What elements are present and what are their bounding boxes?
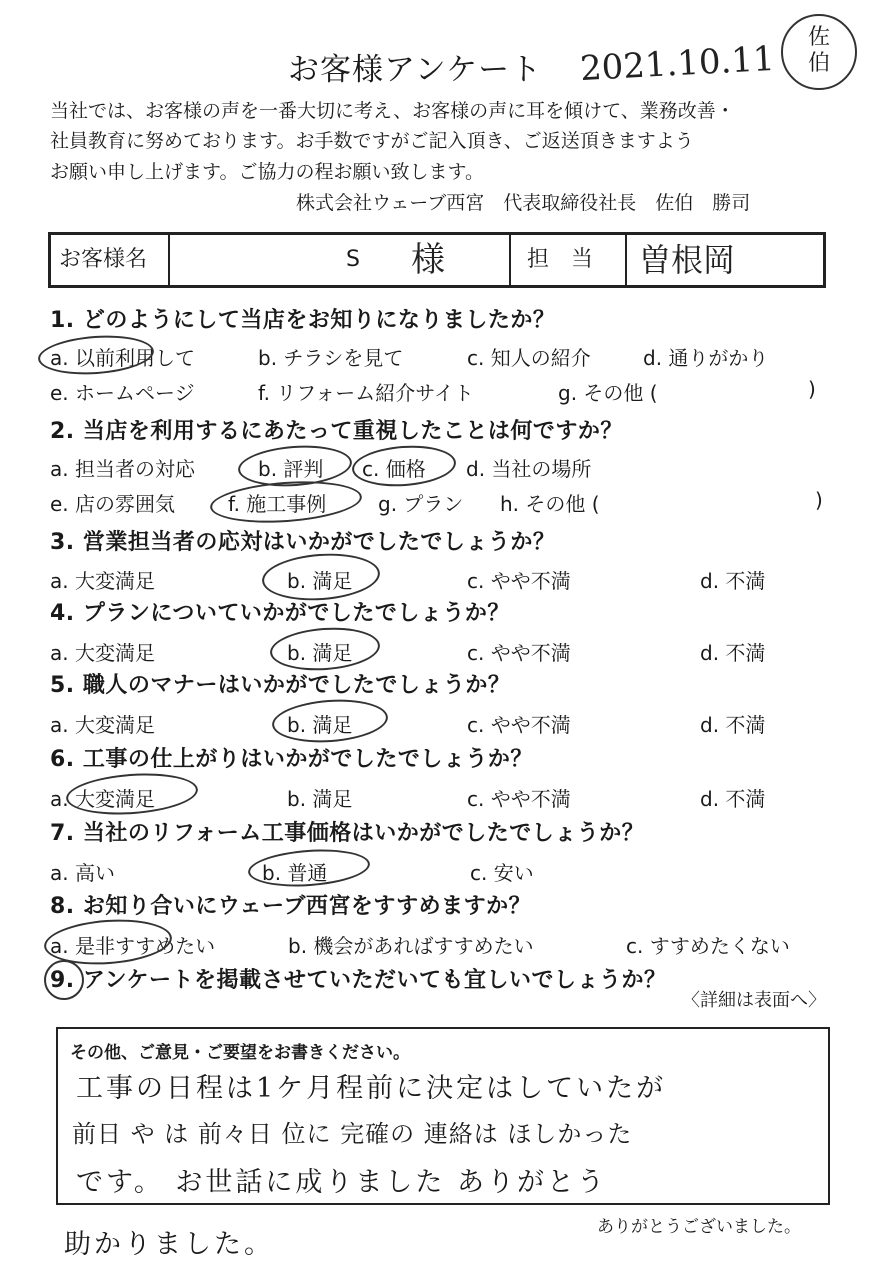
handwritten-date: 2021.10.11	[579, 38, 776, 90]
selection-circle	[37, 332, 155, 378]
question-8: 8. お知り合いにウェーブ西宮をすすめますか？	[50, 894, 532, 919]
option-close: )	[815, 488, 823, 512]
option-close: )	[808, 377, 816, 401]
selection-circle	[269, 624, 382, 674]
comment-label: その他、ご意見・ご要望をお書きください。	[70, 1043, 410, 1063]
stamp-seal	[781, 14, 857, 90]
question-3: 3. 営業担当者の応対はいかがでしたでしょうか？	[50, 530, 556, 555]
option: c. やや不満	[467, 641, 571, 665]
selection-circle	[209, 477, 363, 528]
option: b. 評判	[258, 457, 324, 481]
option: c. すすめたくない	[626, 934, 790, 958]
stamp-char-2: 伯	[807, 51, 830, 76]
selection-circle	[271, 696, 390, 746]
option: d. 不満	[700, 787, 766, 811]
question-5: 5. 職人のマナーはいかがでしたでしょうか？	[50, 673, 511, 698]
selection-circle	[65, 769, 199, 818]
option: c. 知人の紹介	[467, 346, 591, 370]
intro-line-1: 当社では、お客様の声を一番大切に考え、お客様の声に耳を傾けて、業務改善・	[50, 100, 735, 122]
option: b. 機会があればすすめたい	[288, 934, 534, 958]
divider	[509, 235, 511, 285]
option: c. 安い	[470, 861, 534, 885]
option: d. 不満	[700, 713, 766, 737]
option: b. 満足	[287, 713, 353, 737]
option: a. 大変満足	[50, 569, 155, 593]
stamp-char-1: 佐	[807, 25, 830, 50]
detail-note: 〈詳細は表面へ〉	[682, 990, 826, 1011]
thanks-text: ありがとうございました。	[597, 1217, 801, 1237]
comment-line-1: 工事の日程は1ケ月程前に決定はしていたが	[76, 1073, 667, 1104]
option: c. やや不満	[467, 787, 571, 811]
option: e. 店の雰囲気	[50, 492, 176, 516]
option: b. 満足	[287, 787, 353, 811]
option: b. 満足	[287, 641, 353, 665]
question-9: 9. アンケートを掲載させていただいても宜しいでしょうか？	[50, 968, 667, 993]
question-6: 6. 工事の仕上がりはいかがでしたでしょうか？	[50, 747, 533, 772]
option: c. やや不満	[467, 569, 571, 593]
staff-label: 担 当	[527, 247, 594, 272]
option: c. やや不満	[467, 713, 571, 737]
intro-line-2: 社員教育に努めております。お手数ですがご記入頂き、ご返送頂きますよう	[50, 130, 694, 152]
option: a. 大変満足	[50, 713, 155, 737]
intro-line-3: お願い申し上げます。ご協力の程お願い致します。	[50, 161, 484, 183]
staff-name: 曽根岡	[639, 241, 736, 279]
question-7: 7. 当社のリフォーム工事価格はいかがでしたでしょうか？	[50, 821, 645, 846]
option: a. 大変満足	[50, 787, 155, 811]
option: h. その他 (	[500, 492, 600, 516]
customer-name: S	[346, 247, 360, 272]
comment-line-2: 前日 や は 前々日 位に 完確の 連絡は ほしかった	[72, 1120, 633, 1148]
option: b. 普通	[262, 861, 328, 885]
option: f. リフォーム紹介サイト	[258, 381, 474, 405]
option: b. 満足	[287, 569, 353, 593]
customer-label: お客様名	[59, 247, 148, 272]
selection-circle	[351, 442, 458, 489]
selection-circle	[247, 846, 371, 890]
option: d. 不満	[700, 569, 766, 593]
comment-line-4: 助かりました。	[64, 1229, 274, 1260]
option: d. 不満	[700, 641, 766, 665]
option: a. 高い	[50, 861, 115, 885]
page-title: お客様アンケート	[288, 52, 543, 88]
question-4: 4. プランについていかがでしたでしょうか？	[50, 601, 510, 626]
option: g. プラン	[378, 492, 464, 516]
option: f. 施工事例	[228, 492, 327, 516]
question-2: 2. 当店を利用するにあたって重視したことは何ですか？	[50, 419, 623, 444]
question-1: 1. どのようにして当店をお知りになりましたか？	[50, 308, 556, 333]
option: a. 担当者の対応	[50, 457, 195, 481]
divider	[625, 235, 627, 285]
option: c. 価格	[362, 457, 426, 481]
option: a. 是非すすめたい	[50, 934, 216, 958]
option: e. ホームページ	[50, 381, 195, 405]
comment-line-3: です。 お世話に成りました ありがとう	[76, 1167, 608, 1198]
option: a. 以前利用して	[50, 346, 195, 370]
customer-table	[48, 232, 826, 288]
option: b. チラシを見て	[258, 346, 404, 370]
option: d. 当社の場所	[466, 457, 592, 481]
company-signature: 株式会社ウェーブ西宮 代表取締役社長 佐伯 勝司	[296, 192, 751, 214]
divider	[168, 235, 170, 285]
option: d. 通りがかり	[643, 346, 769, 370]
option: a. 大変満足	[50, 641, 155, 665]
customer-honorific: 様	[411, 240, 445, 280]
option: g. その他 (	[558, 381, 658, 405]
